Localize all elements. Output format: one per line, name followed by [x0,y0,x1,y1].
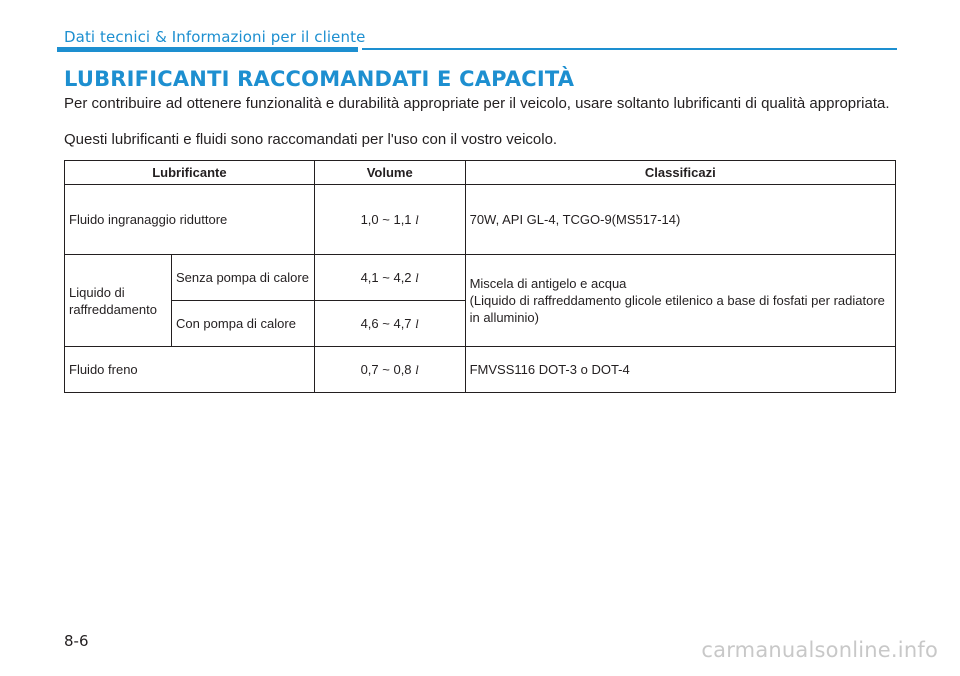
header-rule-thick [57,47,358,52]
page-number: 8-6 [64,632,89,650]
gear-fluid-volume-cell [314,185,465,255]
table-row [65,185,896,255]
column-header-lubricant: Lubrificante [65,161,315,185]
header-rule-thin [362,48,897,50]
intro-paragraph: Per contribuire ad ottenere funzionalità e durabilità appropriate per il veicolo, usare soltanto lubrificanti di qualità appropriata. [64,95,890,112]
intro-paragraph-2: Questi lubrificanti e fluidi sono raccomandati per l'uso con il vostro veicolo. [64,131,558,148]
column-header-classification: Classificazi [465,161,895,185]
liter-unit: l [415,212,419,227]
liter-unit: l [415,362,419,377]
liter-unit: l [415,270,419,285]
coolant-volume-cell-2 [314,301,465,347]
gear-fluid-name: Fluido ingranaggio riduttore [65,185,315,255]
table-row [65,347,896,393]
brake-fluid-volume-cell [314,347,465,393]
watermark: carmanualsonline.info [701,638,938,662]
section-title: LUBRIFICANTI RACCOMANDATI E CAPACITÀ [64,67,575,91]
coolant-volume-2: 4,6 ~ 4,7 [360,316,412,331]
coolant-sub-name-1: Senza pompa di calore [171,255,314,301]
coolant-name: Liquido di raffreddamento [65,255,172,347]
chapter-header-title: Dati tecnici & Informazioni per il cliente [64,28,366,46]
coolant-sub-name-2: Con pompa di calore [171,301,314,347]
coolant-class-line-2: (Liquido di raffreddamento glicole etilenico a base di fosfati per radiatore in alluminio) [469,293,885,325]
brake-fluid-class: FMVSS116 DOT-3 o DOT-4 [465,347,895,393]
table-row [65,255,896,301]
coolant-class-cell [465,255,895,347]
coolant-volume-1: 4,1 ~ 4,2 [360,270,412,285]
brake-fluid-volume: 0,7 ~ 0,8 [360,362,412,377]
coolant-class-line-1: Miscela di antigelo e acqua [469,276,627,291]
table-header-row [65,161,896,185]
liter-unit: l [415,316,419,331]
coolant-volume-cell-1 [314,255,465,301]
column-header-volume: Volume [314,161,465,185]
gear-fluid-volume: 1,0 ~ 1,1 [360,212,412,227]
brake-fluid-name: Fluido freno [65,347,315,393]
lubricants-table [64,160,896,393]
gear-fluid-class: 70W, API GL-4, TCGO-9(MS517-14) [465,185,895,255]
